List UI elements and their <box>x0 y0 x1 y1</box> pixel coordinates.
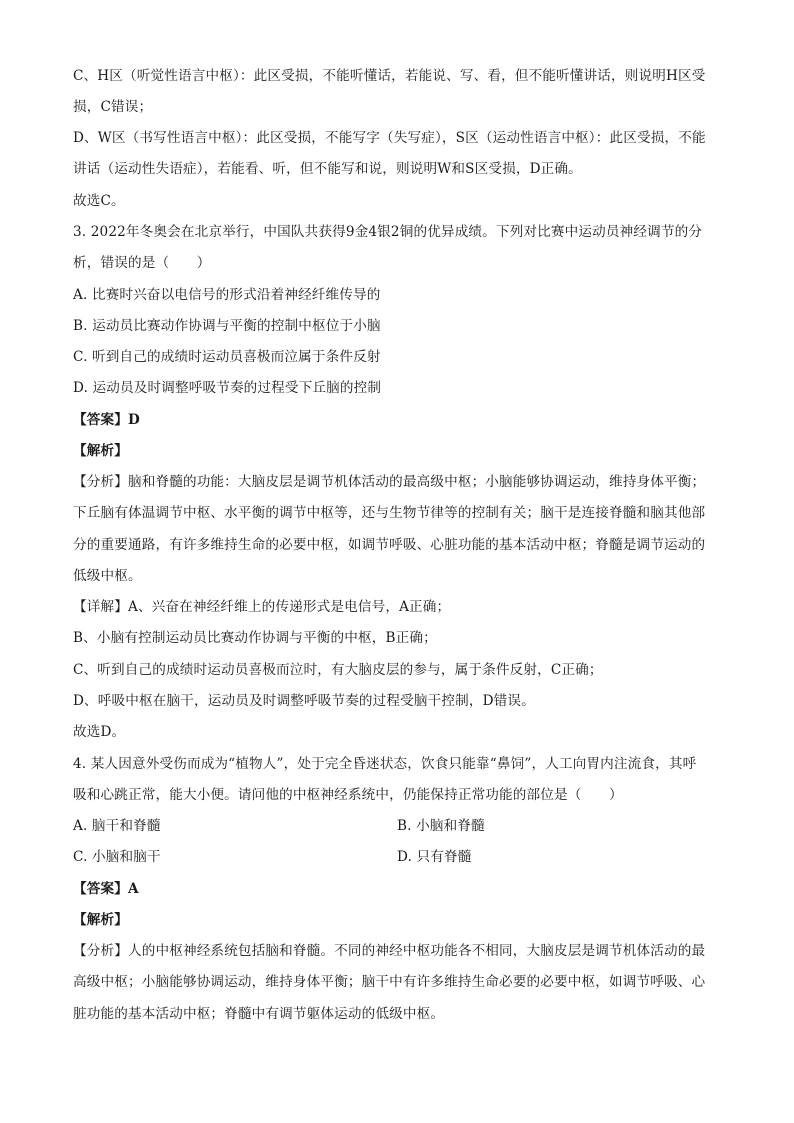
q4-option-a: A. 脑干和脊髓 <box>73 818 161 834</box>
q3-option-a: A. 比赛时兴奋以电信号的形式沿着神经纤维传导的 <box>73 287 381 303</box>
q3-xiangjie-line4: D、呼吸中枢在脑干，运动员及时调整呼吸节奏的过程受脑干控制，D错误。 <box>73 693 535 709</box>
q4-answer: 【答案】A <box>73 881 139 897</box>
q4-option-d: D. 只有脊髓 <box>397 849 472 865</box>
q3-xiangjie-line1: 【详解】A、兴奋在神经纤维上的传递形式是电信号，A正确； <box>73 599 451 615</box>
q2-option-d-explanation-line2: 讲话（运动性失语症），若能看、听，但不能写和说，则说明W和S区受损，D正确。 <box>73 161 582 177</box>
q4-option-b: B. 小脑和脊髓 <box>397 818 485 834</box>
q4-stem-line2: 吸和心跳正常，能大小便。请问他的中枢神经系统中，仍能保持正常功能的部位是（ ） <box>73 787 623 803</box>
q4-analysis-label: 【解析】 <box>73 912 128 928</box>
q3-option-b: B. 运动员比赛动作协调与平衡的控制中枢位于小脑 <box>73 318 381 334</box>
q4-fenxi-line2: 高级中枢；小脑能够协调运动，维持身体平衡；脑干中有许多维持生命必要的必要中枢，如调节呼吸、心 <box>73 974 706 990</box>
q4-fenxi-line3: 脏功能的基本活动中枢；脊髓中有调节躯体运动的低级中枢。 <box>73 1006 445 1022</box>
q3-fenxi-line3: 分的重要通路，有许多维持生命的必要中枢，如调节呼吸、心脏功能的基本活动中枢；脊髓是调节运动的 <box>73 537 706 553</box>
q3-choice: 故选D。 <box>73 724 126 740</box>
q3-xiangjie-line2: B、小脑有控制运动员比赛动作协调与平衡的中枢，B正确； <box>73 630 437 646</box>
q2-option-c-explanation-line1: C、H区（听觉性语言中枢）：此区受损，不能听懂话，若能说、写、看，但不能听懂讲话，则说明H区受 <box>73 68 706 84</box>
q2-option-c-explanation-line2: 损，C错误； <box>73 99 153 115</box>
q3-fenxi-line4: 低级中枢。 <box>73 568 142 584</box>
q2-option-d-explanation-line1: D、W区（书写性语言中枢）：此区受损，不能写字（失写症），S区（运动性语言中枢）：此区受损，不能 <box>73 130 706 146</box>
q3-answer: 【答案】D <box>73 412 140 428</box>
q3-option-c: C. 听到自己的成绩时运动员喜极而泣属于条件反射 <box>73 349 381 365</box>
q3-stem-line1: 3. 2022年冬奥会在北京举行，中国队共获得9金4银2铜的优异成绩。下列对比赛中运动员神经调节的分 <box>73 224 703 240</box>
q4-stem-line1: 4. 某人因意外受伤而成为“植物人”，处于完全昏迷状态，饮食只能靠“鼻饲”，人工向胃内注流食，其呼 <box>73 756 697 772</box>
q4-option-c: C. 小脑和脑干 <box>73 849 161 865</box>
q3-fenxi-line2: 下丘脑有体温调节中枢、水平衡的调节中枢等，还与生物节律等的控制有关；脑干是连接脊髓和脑其他部 <box>73 505 706 521</box>
q3-stem-line2: 析，错误的是（ ） <box>73 255 211 271</box>
q2-choice: 故选C。 <box>73 193 125 209</box>
q3-xiangjie-line3: C、听到自己的成绩时运动员喜极而泣时，有大脑皮层的参与，属于条件反射，C正确； <box>73 662 603 678</box>
q3-option-d: D. 运动员及时调整呼吸节奏的过程受下丘脑的控制 <box>73 380 382 396</box>
q4-fenxi-line1: 【分析】人的中枢神经系统包括脑和脊髓。不同的神经中枢功能各不相同，大脑皮层是调节机体活动的最 <box>73 943 706 959</box>
q3-fenxi-line1: 【分析】脑和脊髓的功能：大脑皮层是调节机体活动的最高级中枢；小脑能够协调运动，维持身体平衡； <box>73 474 706 490</box>
q3-analysis-label: 【解析】 <box>73 443 128 459</box>
